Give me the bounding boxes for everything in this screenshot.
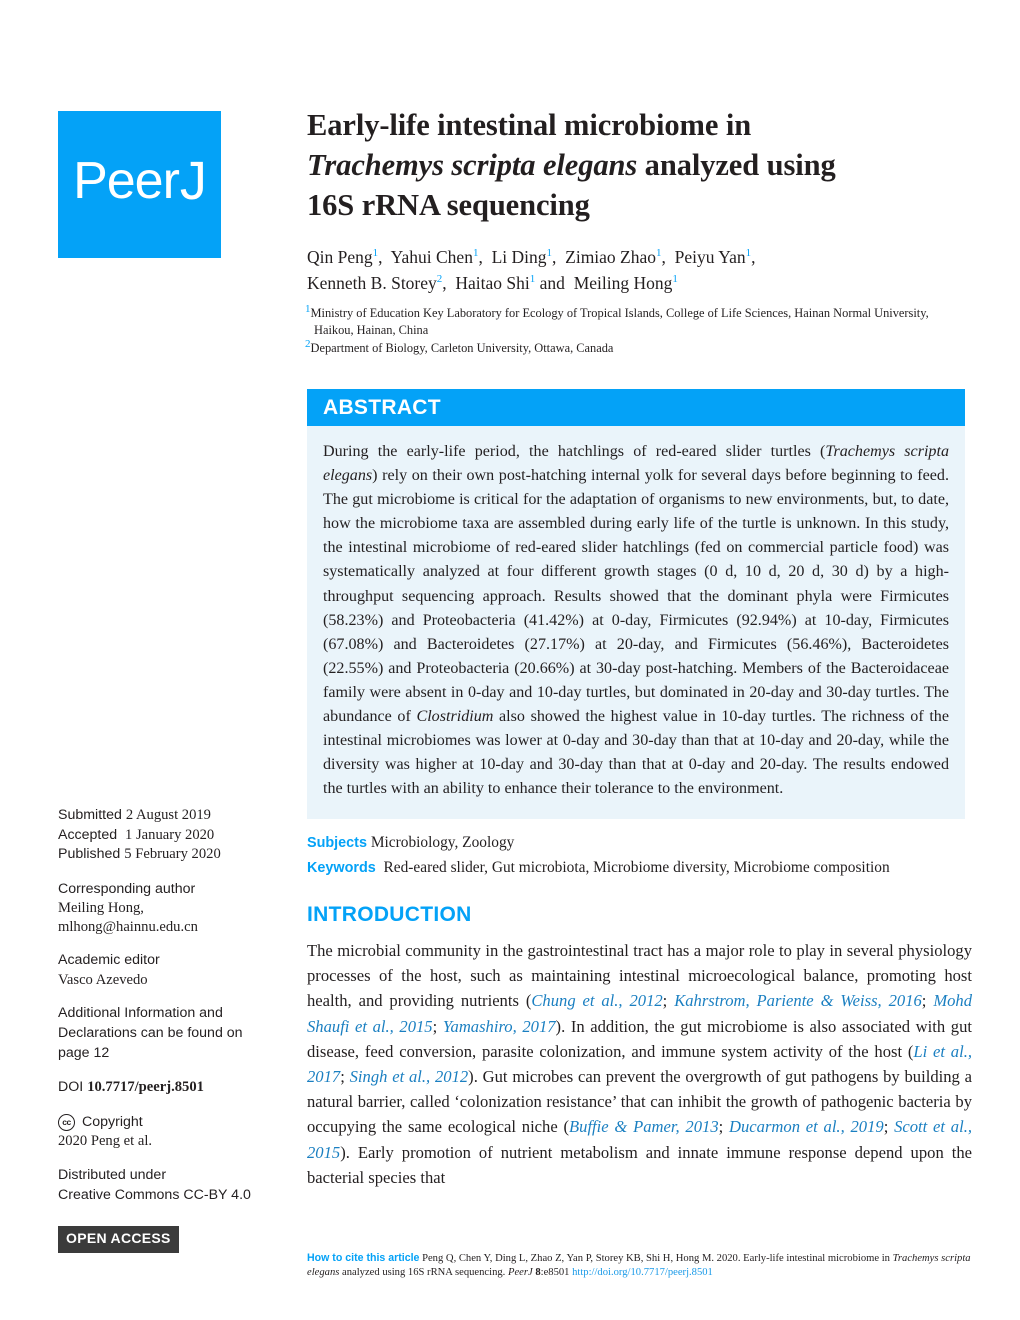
intro-text: ). Early promotion of nutrient metabolism and innate immune response depend upon the bacterial species that <box>307 1142 972 1187</box>
article-metadata-sidebar <box>58 806 283 1253</box>
citation-link[interactable]: Singh et al., 2012 <box>349 1067 469 1087</box>
copyright-row <box>58 1113 283 1133</box>
author-affiliation-marker: 1 <box>546 247 553 260</box>
subjects-value: Microbiology, Zoology <box>370 834 515 851</box>
publication-dates <box>58 806 283 865</box>
how-to-cite-label: How to cite this article <box>307 1252 420 1264</box>
citation-link[interactable]: Mohd Shaufi et al., 2015 <box>307 991 973 1036</box>
open-access-block <box>58 1220 283 1253</box>
open-access-badge: OPEN ACCESS <box>58 1226 179 1253</box>
peerj-logo-text <box>58 111 221 258</box>
title-line-2-rest: analyzed using <box>637 148 836 182</box>
abstract-heading: ABSTRACT <box>307 389 965 426</box>
declarations-page-number: page 12 <box>58 1044 110 1061</box>
author-affiliation-marker: 1 <box>529 273 536 286</box>
footer-volume: 8 <box>532 1267 541 1279</box>
author-name: Li Ding <box>491 247 547 267</box>
citation-link[interactable]: Scott et al., 2015 <box>307 1117 973 1162</box>
keywords-label: Keywords <box>307 859 376 876</box>
citation-link[interactable]: Kahrstrom, Pariente & Weiss, 2016 <box>674 991 922 1011</box>
abstract-text-part: During the early-life period, the hatchlings of red-eared slider turtles ( <box>323 443 826 460</box>
license-line-2: Creative Commons CC-BY 4.0 <box>58 1186 251 1203</box>
academic-editor-name: Vasco Azevedo <box>58 971 148 988</box>
corresponding-author-heading: Corresponding author <box>58 880 196 897</box>
intro-text: The microbial community in the gastrointestinal tract has a major role to play in several physiology processes of the host, such as maintaining intestinal microecological balance, promoting host health, and providing nutrients ( <box>307 941 972 1011</box>
title-species-name: Trachemys scripta elegans <box>307 148 638 182</box>
accepted-value: 1 January 2020 <box>125 826 215 843</box>
published-date-row <box>58 845 283 865</box>
intro-text: ; <box>340 1067 350 1087</box>
subjects-keywords <box>307 831 972 880</box>
author-affiliation-marker: 1 <box>745 247 752 260</box>
introduction-body <box>307 938 972 1190</box>
author-affiliation-marker: 1 <box>672 273 678 286</box>
title-line-1: Early-life intestinal microbiome in <box>307 108 752 142</box>
academic-editor-heading: Academic editor <box>58 952 160 969</box>
accepted-date-row <box>58 826 283 846</box>
submitted-date-row <box>58 806 283 826</box>
subjects-label: Subjects <box>307 835 367 851</box>
doi-value[interactable]: 10.7717/peerj.8501 <box>87 1079 204 1096</box>
author-name: Meiling Hong <box>573 273 673 293</box>
peerj-logo <box>58 111 221 258</box>
author-name: Haitao Shi <box>455 273 530 293</box>
citation-link[interactable]: Yamashiro, 2017 <box>442 1016 556 1036</box>
abstract-genus-name: Clostridium <box>416 708 494 726</box>
submitted-label: Submitted <box>58 807 122 823</box>
intro-text: ; <box>718 1117 730 1137</box>
title-line-3: 16S rRNA sequencing <box>307 188 590 222</box>
affiliation-row <box>305 337 970 357</box>
footer-text: analyzed using 16S rRNA sequencing. <box>339 1267 508 1279</box>
footer-text: :e8501 <box>540 1267 573 1279</box>
author-affiliation-marker: 1 <box>372 247 379 260</box>
footer-journal-name: PeerJ <box>507 1267 533 1279</box>
published-value: 5 February 2020 <box>124 846 221 863</box>
creative-commons-icon: cc <box>58 1114 75 1131</box>
declarations-line-2: Declarations can be found on <box>58 1025 243 1042</box>
doi-row <box>58 1078 283 1098</box>
author-affiliation-marker: 1 <box>472 247 479 260</box>
intro-text: ; <box>921 991 934 1011</box>
author-name: Yahui Chen <box>390 247 473 267</box>
affiliation-list <box>305 302 970 359</box>
affiliation-row <box>305 302 970 338</box>
affiliation-marker: 2 <box>305 337 311 350</box>
abstract-text-part: also showed the highest value in 10-day turtles. The richness of the intestinal microbiomes was lower at 0-day and 30-day than that at 10-day and 20-day, while the diversity was higher at 10-day and 30-day than that at 0-day and 20-day. The results endowed the turtles with an ability to enhance their tolerance to the environment. <box>323 708 949 798</box>
declarations-line-1: Additional Information and <box>58 1005 223 1022</box>
intro-text: ; <box>883 1117 895 1137</box>
affiliation-marker: 1 <box>305 302 311 315</box>
author-name: Peiyu Yan <box>674 247 746 267</box>
doi-label: DOI <box>58 1079 84 1096</box>
intro-text: ; <box>662 991 675 1011</box>
declarations-block <box>58 1004 283 1063</box>
introduction-heading: INTRODUCTION <box>307 903 472 926</box>
abstract-text-part: ) rely on their own post-hatching internal yolk for several days before beginning to feed. The gut microbiome is critical for the adaptation of organisms to new environments, but, to date, how the microbiome taxa are assembled during early life of the turtle is unknown. In this study, the intestinal microbiome of red-eared slider hatchlings (fed on commercial particle food) was systematically analyzed at four different growth stages (0 d, 10 d, 20 d, 30 d) by a high-throughput sequencing approach. Results showed that the dominant phyla were Firmicutes (58.23%) and Proteobacteria (41.42%) at 0-day, Firmicutes (92.94%) at 10-day, Firmicutes (67.08%) and Bacteroidetes (27.17%) at 20-day, and Firmicutes (56.46%), Bacteroidetes (22.55%) and Proteobacteria (20.66%) at 30-day post-hatching. Members of the Bacteroidaceae family were absent in 0-day and 10-day turtles, but dominated in 20-day and 30-day turtles. The abundance of <box>323 467 949 726</box>
copyright-block <box>58 1113 283 1151</box>
peerj-logo-j: J <box>179 150 206 211</box>
how-to-cite-footer <box>307 1251 972 1281</box>
accepted-label: Accepted <box>58 826 118 843</box>
affiliation-text: Department of Biology, Carleton University, Ottawa, Canada <box>310 341 614 355</box>
license-block <box>58 1166 283 1205</box>
affiliation-text: Ministry of Education Key Laboratory for Ecology of Tropical Islands, College of Life Sciences, Hainan Normal University, Haikou, Hainan, China <box>310 306 929 337</box>
author-affiliation-marker: 1 <box>656 247 662 260</box>
footer-doi-link[interactable]: http://doi.org/10.7717/peerj.8501 <box>572 1267 713 1279</box>
subjects-row <box>307 831 972 856</box>
corresponding-author-block <box>58 880 283 937</box>
academic-editor-block <box>58 951 283 989</box>
page-title <box>307 105 972 225</box>
keywords-row <box>307 856 972 881</box>
peerj-logo-word: Peer <box>73 151 179 210</box>
author-list: Qin Peng$^1$, Yahui Chen$^1$, Li Ding$^1$, Zimiao Zhao$^1$, Peiyu Yan$^1$, Kenneth B. Storey$^2$, Haitao Shi$^1$ and Meiling Hong$^1$ <box>307 247 756 293</box>
corresponding-author-name: Meiling Hong, <box>58 900 144 917</box>
intro-text: ; <box>432 1016 443 1036</box>
doi-block <box>58 1078 283 1098</box>
footer-species-name: Trachemys scripta elegans <box>307 1253 971 1279</box>
footer-text: Peng Q, Chen Y, Ding L, Zhao Z, Yan P, Storey KB, Shi H, Hong M. 2020. Early-life intestinal microbiome in <box>419 1253 893 1264</box>
author-name: Qin Peng <box>307 247 373 267</box>
abstract-section <box>307 389 965 819</box>
license-line-1: Distributed under <box>58 1166 167 1183</box>
citation-link[interactable]: Ducarmon et al., 2019 <box>729 1117 884 1137</box>
corresponding-author-email[interactable]: mlhong@hainnu.edu.cn <box>58 918 198 935</box>
citation-link[interactable]: Buffie & Pamer, 2013 <box>569 1117 719 1137</box>
citation-link[interactable]: Chung et al., 2012 <box>531 991 663 1011</box>
author-affiliation-marker: 2 <box>436 273 443 286</box>
intro-text: ). Gut microbes can prevent the overgrowth of gut pathogens by building a natural barrier, called ‘colonization resistance’ that can inhibit the growth of pathogenic bacteria by occupying the same ecological niche ( <box>307 1067 972 1137</box>
copyright-value: 2020 Peng et al. <box>58 1133 153 1150</box>
author-name: Kenneth B. Storey <box>307 273 437 293</box>
intro-text: ). In addition, the gut microbiome is also associated with gut disease, feed conversion, parasite colonization, and immune system activity of the host ( <box>307 1016 972 1061</box>
copyright-label: Copyright <box>82 1113 143 1130</box>
citation-link[interactable]: Li et al., 2017 <box>307 1041 972 1087</box>
abstract-species-name: Trachemys scripta elegans <box>323 443 950 485</box>
keywords-value: Red-eared slider, Gut microbiota, Microbiome diversity, Microbiome composition <box>383 858 890 876</box>
author-name: Zimiao Zhao <box>565 247 657 267</box>
abstract-body <box>307 426 965 819</box>
submitted-value: 2 August 2019 <box>125 807 211 823</box>
published-label: Published <box>58 846 121 863</box>
